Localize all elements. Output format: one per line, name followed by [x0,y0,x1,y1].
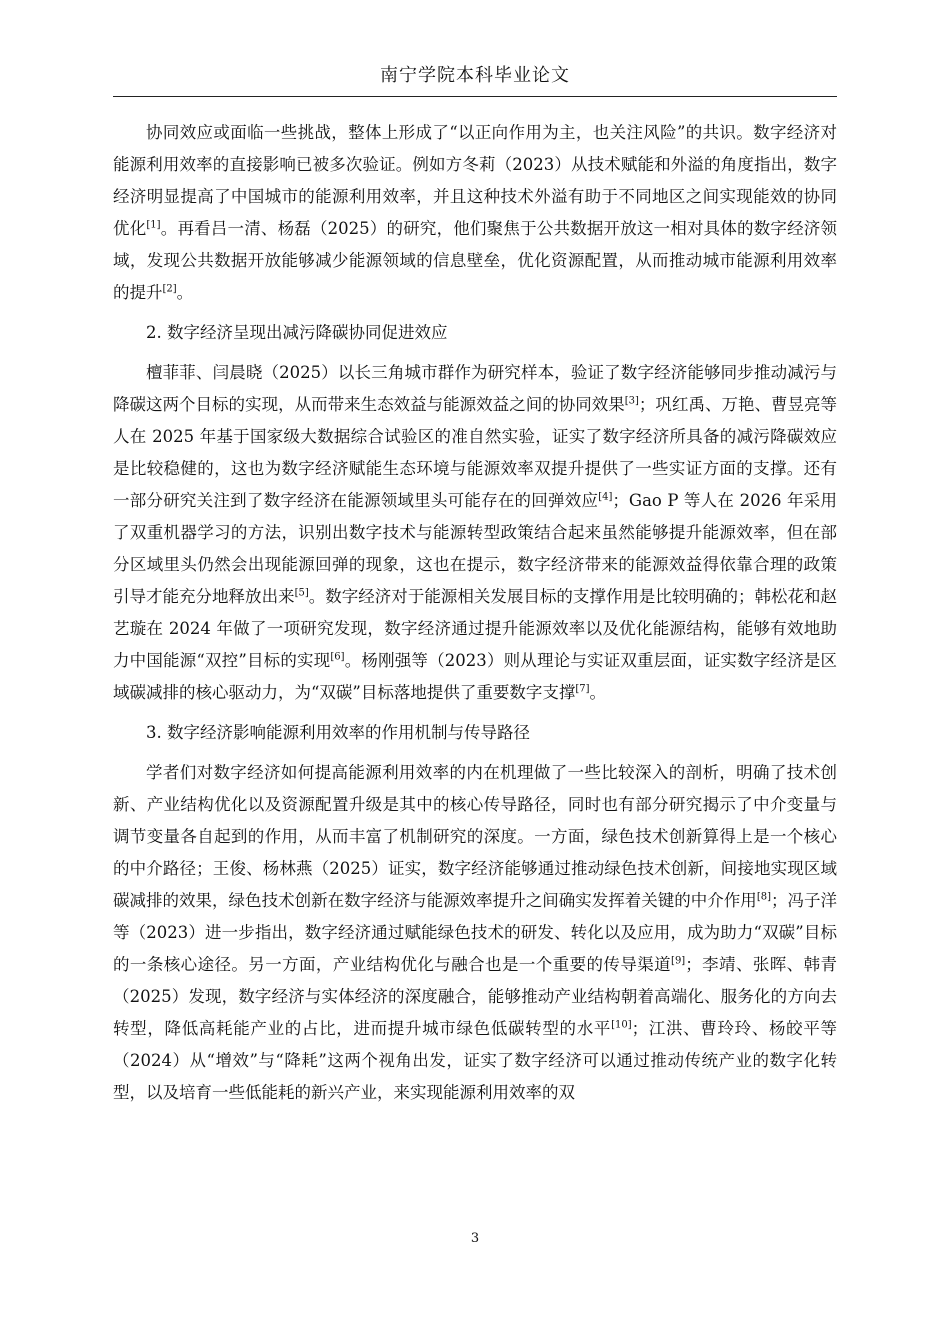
paragraph-text: 。 [176,283,194,302]
citation-ref: [2] [162,283,177,295]
paragraph-1 [113,117,837,309]
page-header [113,62,837,97]
paragraph-text: 协同效应或面临一些挑战，整体上形成了“以正向作用为主，也关注风险”的共识。数字经济对能源利用效率的直接影响已被多次验证。例如方冬莉（2023）从技术赋能和外溢的角度指出，数字经济明显提高了中国城市的能源利用效率，并且这种技术外溢有助于不同地区之间实现能效的协同优化 [113,123,837,238]
citation-ref: [5] [294,587,309,599]
citation-ref: [3] [624,395,639,407]
section-heading-2: 2. 数字经济呈现出减污降碳协同促进效应 [146,323,448,342]
paragraph-text: 。数字经济对于能源相关发展目标的支撑作用是比较明确的；韩松花和赵艺璇在 2024 年做了一项研究发现，数字经济通过提升能源效率以及优化能源结构，能够有效地助力中国能源“双控”目标的实现 [113,587,838,670]
page-number: 3 [470,1231,480,1246]
citation-ref: [1] [146,219,161,231]
citation-ref: [9] [671,955,686,967]
paragraph-text: 学者们对数字经济如何提高能源利用效率的内在机理做了一些比较深入的剖析，明确了技术创新、产业结构优化以及资源配置升级是其中的核心传导路径，同时也有部分研究揭示了中介变量与调节变量各自起到的作用，从而丰富了机制研究的深度。一方面，绿色技术创新算得上是一个核心的中介路径；王俊、杨林燕（2025）证实，数字经济能够通过推动绿色技术创新，间接地实现区域碳减排的效果，绿色技术创新在数字经济与能源效率提升之间确实发挥着关键的中介作用 [113,763,837,910]
paragraph-text: 檀菲菲、闫晨晓（2025）以长三角城市群作为研究样本，验证了数字经济能够同步推动减污与降碳这两个目标的实现，从而带来生态效益与能源效益之间的协同效果 [113,363,837,414]
header-title: 南宁学院本科毕业论文 [380,65,570,86]
paragraph-text: 。 [589,683,607,702]
paragraph-text: 。杨刚强等（2023）则从理论与实证双重层面，证实数字经济是区域碳减排的核心驱动力，为“双碳”目标落地提供了重要数字支撑 [113,651,837,702]
paragraph-2 [113,357,837,709]
paragraph-text: ；江洪、曹玲玲、杨皎平等（2024）从“增效”与“降耗”这两个视角出发，证实了数字经济可以通过推动传统产业的数字化转型，以及培育一些低能耗的新兴产业，来实现能源利用效率的双 [113,1019,838,1102]
paragraph-text: 。再看吕一清、杨磊（2025）的研究，他们聚焦于公共数据开放这一相对具体的数字经济领域，发现公共数据开放能够减少能源领域的信息壁垒，优化资源配置，从而推动城市能源利用效率的提升 [113,219,837,302]
paragraph-3 [113,757,837,1109]
paragraph-text: ；冯子洋等（2023）进一步指出，数字经济通过赋能绿色技术的研发、转化以及应用，成为助力“双碳”目标的一条核心途径。另一方面，产业结构优化与融合也是一个重要的传导渠道 [113,891,838,974]
citation-ref: [6] [330,651,345,663]
citation-ref: [10] [611,1019,632,1031]
citation-ref: [7] [575,683,590,695]
paragraph-text: ；Gao P 等人在 2026 年采用了双重机器学习的方法，识别出数字技术与能源转型政策结合起来虽然能够提升能源效率，但在部分区域里头仍然会出现能源回弹的现象，这也在提示，数字经济带来的能源效益得依靠合理的政策引导才能充分地释放出来 [113,491,837,606]
paragraph-text: ；李靖、张晖、韩青（2025）发现，数字经济与实体经济的深度融合，能够推动产业结构朝着高端化、服务化的方向去转型，降低高耗能产业的占比，进而提升城市绿色低碳转型的水平 [113,955,838,1038]
paragraph-text: ；巩红禹、万艳、曹昱亮等人在 2025 年基于国家级大数据综合试验区的准自然实验，证实了数字经济所具备的减污降碳效应是比较稳健的，这也为数字经济赋能生态环境与能源效率双提升提供了一些实证方面的支撑。还有一部分研究关注到了数字经济在能源领域里头可能存在的回弹效应 [113,395,838,510]
section-heading-3: 3. 数字经济影响能源利用效率的作用机制与传导路径 [146,723,530,742]
citation-ref: [4] [598,491,613,503]
page-body [113,117,837,1109]
citation-ref: [8] [756,891,771,903]
